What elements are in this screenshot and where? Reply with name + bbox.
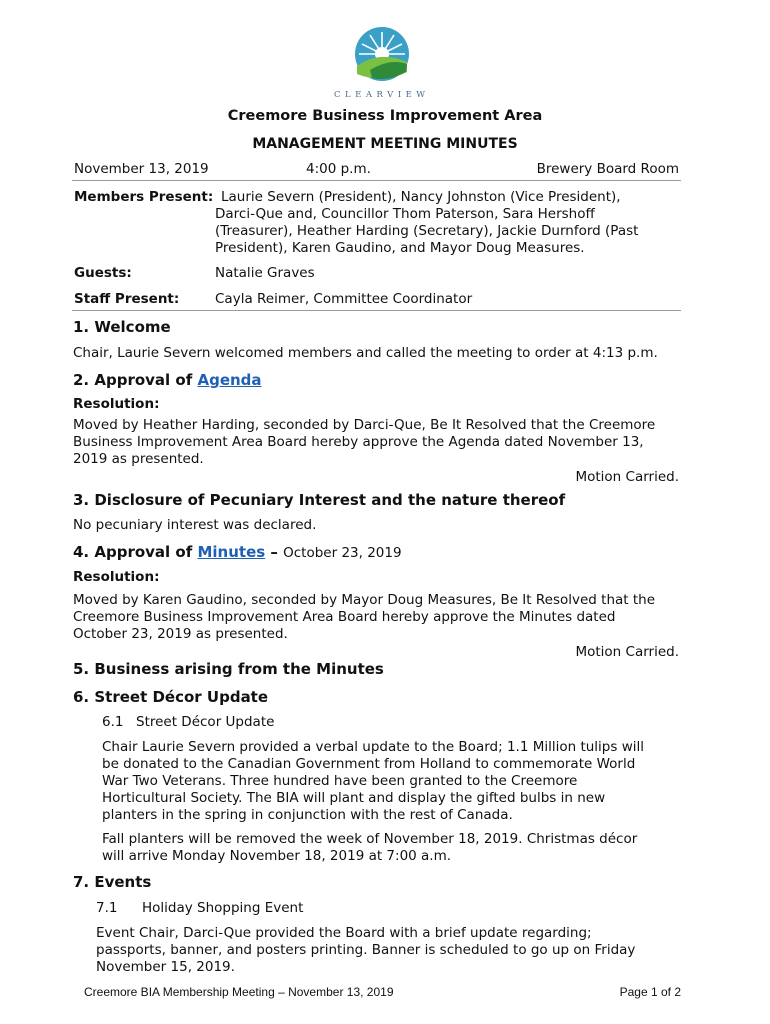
section-minutes-prefix: 4. Approval of xyxy=(73,543,198,561)
events-para-line-1: Event Chair, Darci-Que provided the Board with a brief update regarding; xyxy=(96,925,592,941)
staff-label: Staff Present: xyxy=(74,291,180,307)
agenda-resolution-label: Resolution: xyxy=(73,396,160,412)
agenda-resolution-line-3: 2019 as presented. xyxy=(73,451,204,467)
section-pecuniary-text: No pecuniary interest was declared. xyxy=(73,517,317,533)
members-line-2: Darci-Que and, Councillor Thom Paterson, Sara Hershoff xyxy=(215,206,595,222)
meeting-location: Brewery Board Room xyxy=(536,161,679,177)
minutes-resolution-line-1: Moved by Karen Gaudino, seconded by Mayor Doug Measures, Be It Resolved that the xyxy=(73,592,656,608)
events-sub-number: 7.1 xyxy=(96,900,118,916)
clearview-logo-icon xyxy=(340,20,424,88)
street-decor-para1-line-4: Horticultural Society. The BIA will plant and display the gifted bulbs in new xyxy=(102,790,606,806)
events-sub-title: Holiday Shopping Event xyxy=(142,900,304,916)
clearview-logo xyxy=(334,20,430,104)
logo-wordmark: CLEARVIEW xyxy=(334,90,430,100)
document-subtitle: MANAGEMENT MEETING MINUTES xyxy=(252,136,518,152)
minutes-resolution-line-2: Creemore Business Improvement Area Board hereby approve the Minutes dated xyxy=(73,609,616,625)
section-agenda-heading xyxy=(73,371,262,389)
section-agenda-prefix: 2. Approval of xyxy=(73,371,198,389)
section-minutes-dash: – xyxy=(265,543,284,561)
section-welcome-text: Chair, Laurie Severn welcomed members and called the meeting to order at 4:13 p.m. xyxy=(73,345,658,361)
section-events-heading: 7. Events xyxy=(73,873,152,891)
street-decor-para2-line-2: will arrive Monday November 18, 2019 at 7:00 a.m. xyxy=(102,848,452,864)
street-decor-para1-line-5: planters in the spring in conjunction with the rest of Canada. xyxy=(102,807,513,823)
members-line-4: President), Karen Gaudino, and Mayor Doug Measures. xyxy=(215,240,585,256)
events-para-line-2: passports, banner, and posters printing. Banner is scheduled to go up on Friday xyxy=(96,942,636,958)
section-business-arising-heading: 5. Business arising from the Minutes xyxy=(73,660,384,678)
section-minutes-date: October 23, 2019 xyxy=(283,545,402,561)
minutes-resolution-label: Resolution: xyxy=(73,569,160,585)
minutes-resolution-line-3: October 23, 2019 as presented. xyxy=(73,626,288,642)
street-decor-para1-line-2: be donated to the Canadian Government from Holland to commemorate World xyxy=(102,756,636,772)
section-pecuniary-heading: 3. Disclosure of Pecuniary Interest and the nature thereof xyxy=(73,491,566,509)
agenda-resolution-line-2: Business Improvement Area Board hereby approve the Agenda dated November 13, xyxy=(73,434,644,450)
meeting-time: 4:00 p.m. xyxy=(306,161,371,177)
agenda-motion-carried: Motion Carried. xyxy=(575,469,679,485)
attendance-divider xyxy=(72,310,681,311)
agenda-resolution-line-1: Moved by Heather Harding, seconded by Darci-Que, Be It Resolved that the Creemore xyxy=(73,417,656,433)
members-label: Members Present: xyxy=(74,189,214,205)
section-street-decor-heading: 6. Street Décor Update xyxy=(73,688,269,706)
minutes-motion-carried: Motion Carried. xyxy=(575,644,679,660)
members-line-1: Laurie Severn (President), Nancy Johnston (Vice President), xyxy=(221,189,621,205)
street-decor-para1-line-3: War Two Veterans. Three hundred have been granted to the Creemore xyxy=(102,773,578,789)
street-decor-sub-title: Street Décor Update xyxy=(136,714,275,730)
events-para-line-3: November 15, 2019. xyxy=(96,959,235,975)
street-decor-sub-number: 6.1 xyxy=(102,714,124,730)
document-title: Creemore Business Improvement Area xyxy=(227,108,543,124)
section-minutes-heading xyxy=(73,543,402,562)
footer-page-number: Page 1 of 2 xyxy=(619,985,681,999)
guests-value: Natalie Graves xyxy=(215,265,315,281)
staff-value: Cayla Reimer, Committee Coordinator xyxy=(215,291,473,307)
header-divider xyxy=(72,180,681,181)
street-decor-para1-line-1: Chair Laurie Severn provided a verbal update to the Board; 1.1 Million tulips will xyxy=(102,739,644,755)
section-welcome-heading: 1. Welcome xyxy=(73,318,171,336)
meeting-date: November 13, 2019 xyxy=(74,161,209,177)
footer-left: Creemore BIA Membership Meeting – November 13, 2019 xyxy=(84,985,394,999)
members-line-3: (Treasurer), Heather Harding (Secretary), Jackie Durnford (Past xyxy=(215,223,639,239)
street-decor-para2-line-1: Fall planters will be removed the week of November 18, 2019. Christmas décor xyxy=(102,831,638,847)
minutes-link[interactable]: Minutes xyxy=(197,543,266,561)
agenda-link[interactable]: Agenda xyxy=(197,371,262,389)
guests-label: Guests: xyxy=(74,265,132,281)
